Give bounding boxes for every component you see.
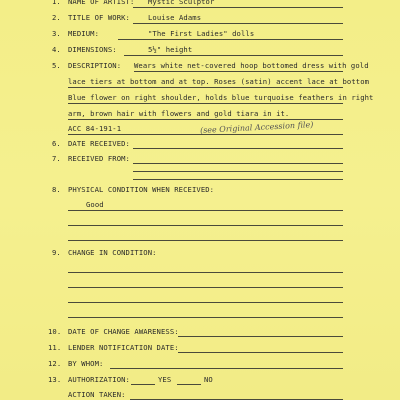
item-12-label: BY WHOM:	[68, 359, 104, 368]
item-4-line	[124, 55, 343, 56]
item-11-label: LENDER NOTIFICATION DATE:	[68, 343, 179, 352]
item-8-value: Good	[86, 200, 104, 209]
item-13-label: AUTHORIZATION:	[68, 375, 130, 384]
item-4-label: DIMENSIONS:	[68, 45, 117, 54]
item-2-value: Louise Adams	[148, 13, 202, 22]
action-taken-label: ACTION TAKEN:	[68, 390, 126, 399]
item-9-line-4	[68, 317, 343, 318]
item-7-line-3	[133, 179, 343, 180]
item-8-line-3	[68, 240, 343, 241]
item-6-label: DATE RECEIVED:	[68, 139, 130, 148]
item-6-number: 6.	[52, 139, 61, 148]
item-8-line-1	[68, 210, 343, 211]
item-3-label: MEDIUM:	[68, 29, 99, 38]
item-7-label: RECEIVED FROM:	[68, 154, 130, 163]
item-9-number: 9.	[52, 248, 61, 257]
item-4-value: 5½" height	[148, 45, 193, 54]
item-7-line-1	[133, 163, 343, 164]
handwritten-note: (see Original Accession file)	[199, 120, 314, 135]
item-13-number: 13.	[48, 375, 62, 384]
item-7-line-2	[133, 171, 343, 172]
yes-label: YES	[158, 375, 172, 384]
item-3-number: 3.	[52, 29, 61, 38]
item-9-line-2	[68, 287, 343, 288]
description-rule-3	[68, 103, 343, 104]
yes-blank	[131, 384, 155, 385]
item-8-number: 8.	[52, 185, 61, 194]
item-12-number: 12.	[48, 359, 62, 368]
item-7-number: 7.	[52, 154, 61, 163]
item-10-number: 10.	[48, 327, 62, 336]
description-line-4: arm, brown hair with flowers and gold tiara in it.	[68, 109, 290, 118]
item-2-line	[133, 23, 343, 24]
item-10-label: DATE OF CHANGE AWARENESS:	[68, 327, 179, 336]
item-12-line	[110, 368, 343, 369]
item-2-label: TITLE OF WORK:	[68, 13, 130, 22]
item-8-line-2	[68, 225, 343, 226]
item-2-number: 2.	[52, 13, 61, 22]
item-1-label: NAME OF ARTIST:	[68, 0, 135, 6]
item-11-line	[178, 352, 343, 353]
item-5-line	[134, 71, 343, 72]
item-11-number: 11.	[48, 343, 62, 352]
description-line-3: Blue flower on right shoulder, holds blue turquoise feathers in right	[68, 93, 374, 102]
item-1-value: Mystic Sculptor	[148, 0, 215, 6]
item-5-value: Wears white net-covered hoop bottomed dress with gold	[134, 61, 369, 70]
item-5-label: DESCRIPTION:	[68, 61, 122, 70]
accession-rule	[68, 134, 343, 135]
item-10-line	[178, 336, 343, 337]
accession-number: ACC 84-191-1	[68, 124, 122, 133]
item-9-line-1	[68, 272, 343, 273]
item-6-line	[133, 148, 343, 149]
item-4-number: 4.	[52, 45, 61, 54]
item-9-line-3	[68, 302, 343, 303]
item-1-number: 1.	[52, 0, 61, 6]
description-rule-2	[68, 87, 343, 88]
item-1-line	[133, 7, 343, 8]
item-5-number: 5.	[52, 61, 61, 70]
description-line-2: lace tiers at bottom and at top. Roses (satin) accent lace at bottom	[68, 77, 370, 86]
item-3-value: "The First Ladies" dolls	[148, 29, 255, 38]
item-8-label: PHYSICAL CONDITION WHEN RECEIVED:	[68, 185, 215, 194]
no-blank	[177, 384, 201, 385]
no-label: NO	[204, 375, 213, 384]
item-9-label: CHANGE IN CONDITION:	[68, 248, 157, 257]
item-3-line	[118, 39, 343, 40]
